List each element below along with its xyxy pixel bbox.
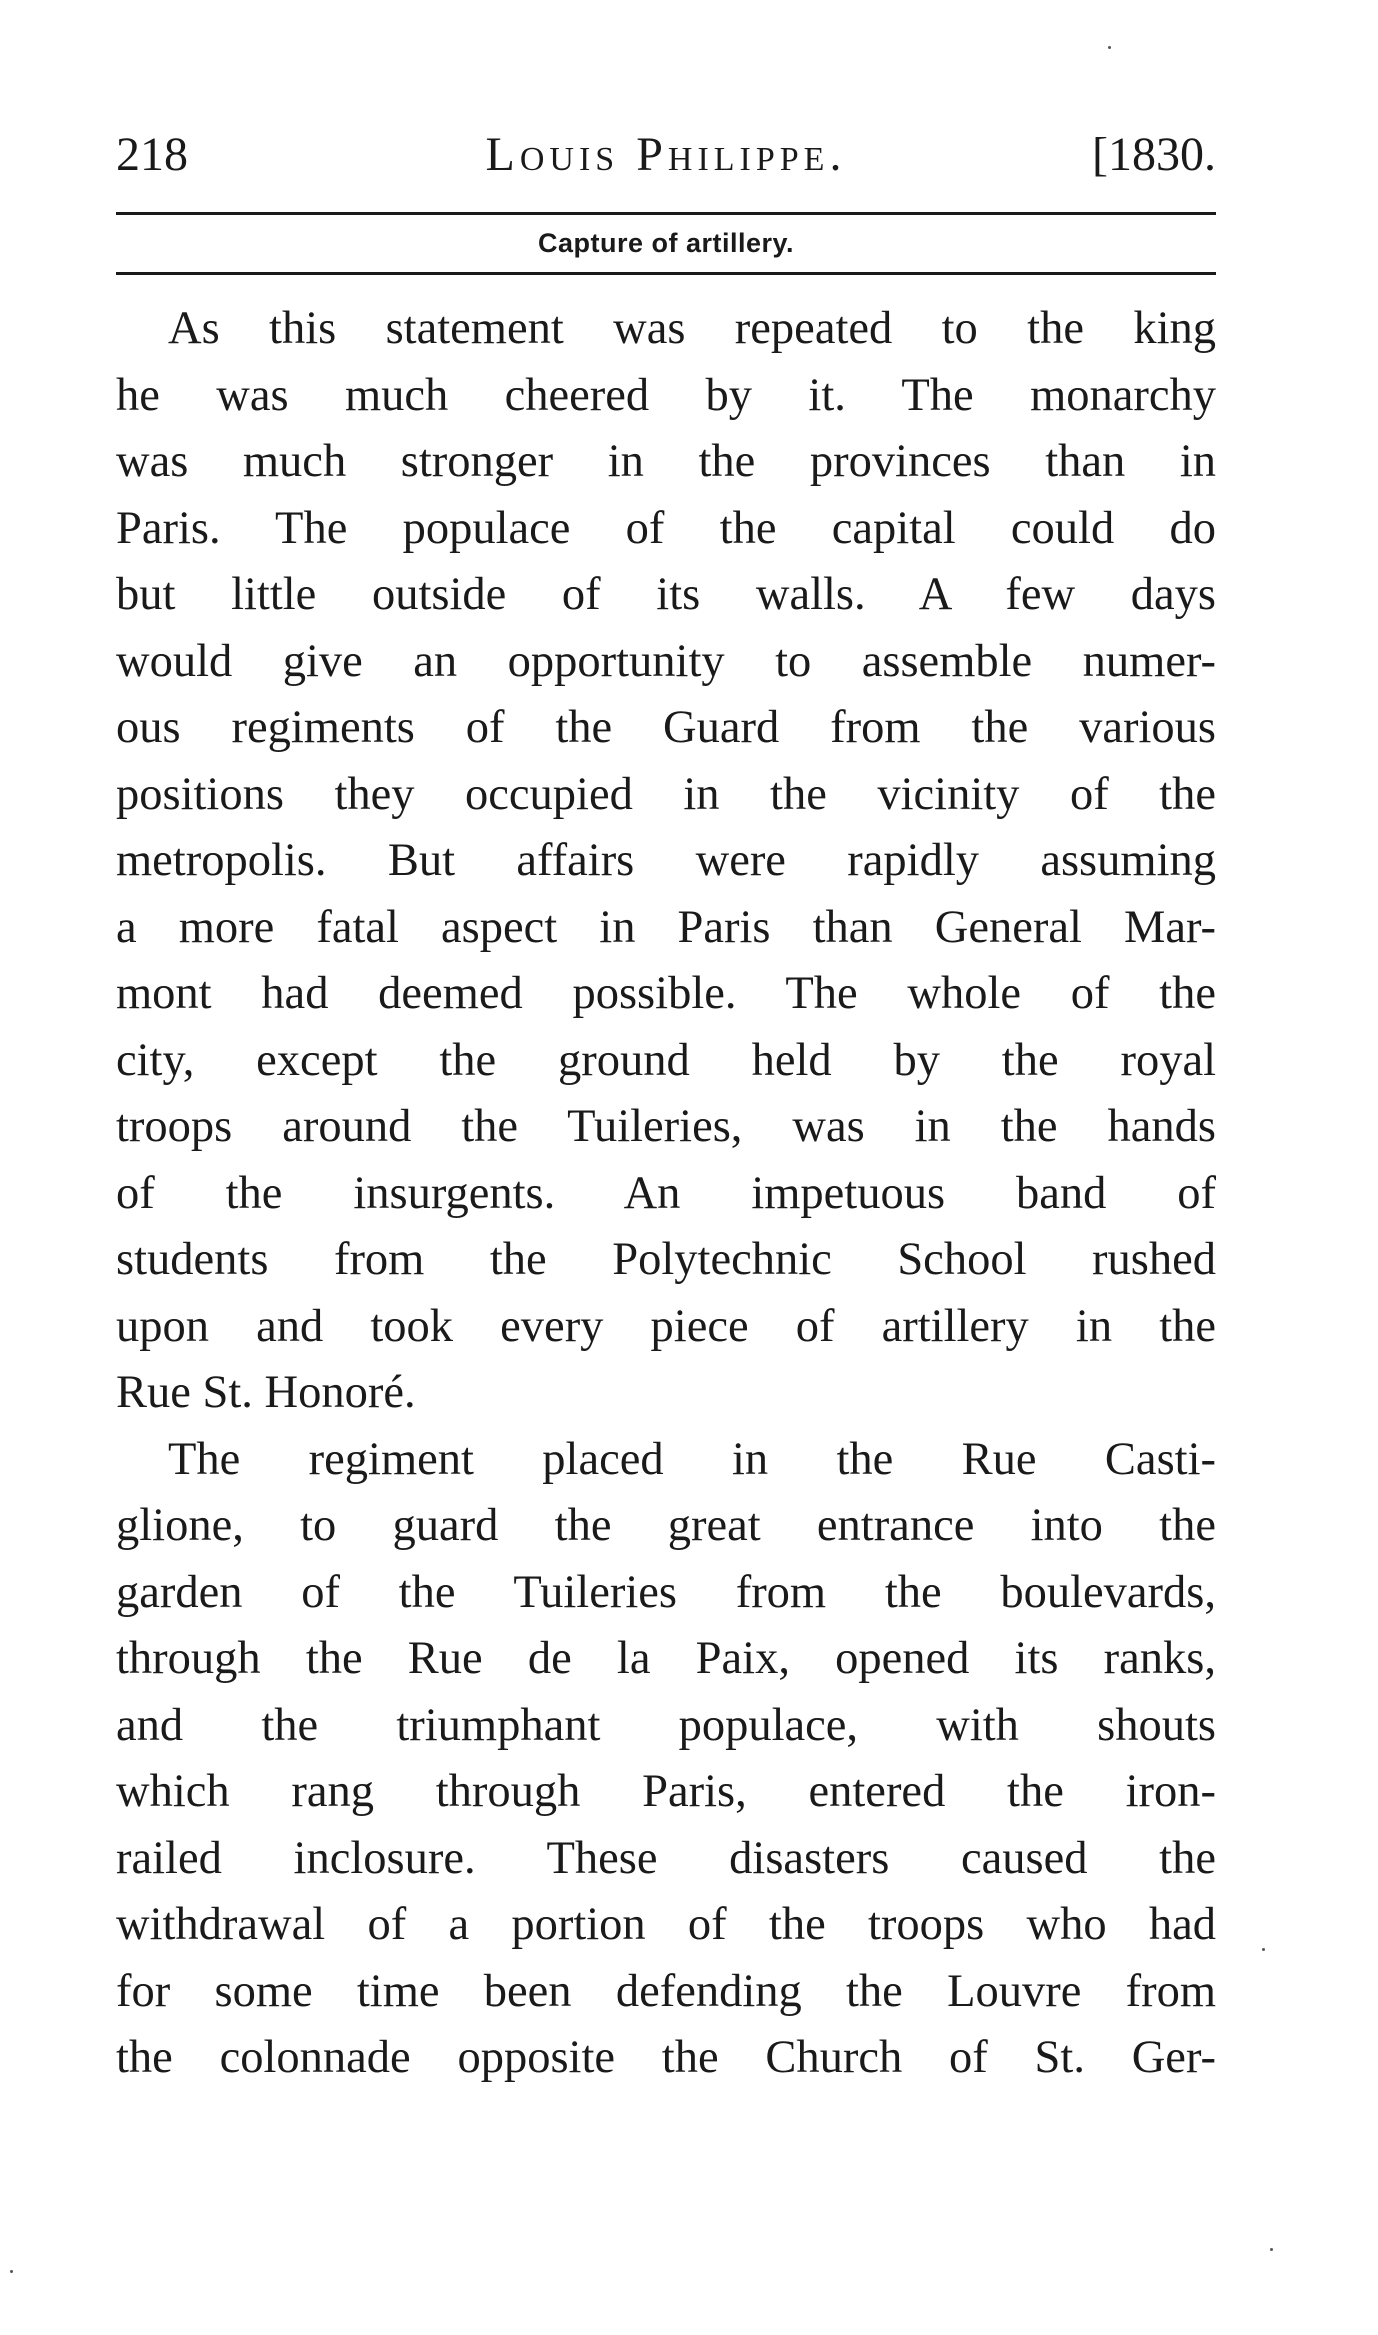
text-line: positions they occupied in the vicinity of the <box>116 768 1216 820</box>
text-line: garden of the Tuileries from the boulevards, <box>116 1566 1216 1618</box>
running-head <box>116 120 1216 190</box>
text-line: The regiment placed in the Rue Casti- <box>168 1433 1216 1485</box>
text-line: a more fatal aspect in Paris than General Mar- <box>116 901 1216 953</box>
body-text <box>116 296 1216 2092</box>
paragraph-2 <box>116 1427 1216 2092</box>
header-rule-top <box>116 212 1216 215</box>
side-heading: Capture of artillery. <box>537 228 795 258</box>
text-line: of the insurgents. An impetuous band of <box>116 1167 1216 1219</box>
text-line: metropolis. But affairs were rapidly assuming <box>116 835 1216 886</box>
year-marker: [1830. <box>1092 128 1216 181</box>
paragraph-1 <box>116 296 1216 1427</box>
text-line: withdrawal of a portion of the troops who had <box>116 1899 1216 1950</box>
text-line: As this statement was repeated to the king <box>168 303 1216 354</box>
text-line: but little outside of its walls. A few days <box>116 569 1216 620</box>
text-line: the colonnade opposite the Church of St. Ger- <box>116 2032 1216 2083</box>
text-line: which rang through Paris, entered the iron- <box>116 1766 1216 1817</box>
text-line: would give an opportunity to assemble numer- <box>116 635 1216 687</box>
text-line: for some time been defending the Louvre from <box>116 1965 1216 2017</box>
paper-speck <box>10 2270 13 2273</box>
text-line: upon and took every piece of artillery in the <box>116 1300 1216 1352</box>
paper-speck <box>1270 2248 1273 2251</box>
paper-speck <box>1108 46 1111 49</box>
text-line: mont had deemed possible. The whole of the <box>116 968 1216 1019</box>
book-title: Louis Philippe. <box>485 128 847 181</box>
text-line: troops around the Tuileries, was in the hands <box>116 1101 1216 1152</box>
text-line: city, except the ground held by the royal <box>116 1034 1216 1086</box>
text-line: he was much cheered by it. The monarchy <box>116 369 1216 421</box>
text-line: was much stronger in the provinces than in <box>116 436 1216 487</box>
text-line: railed inclosure. These disasters caused the <box>116 1832 1216 1884</box>
page-number: 218 <box>116 128 188 181</box>
text-line: through the Rue de la Paix, opened its ranks, <box>116 1633 1216 1684</box>
text-line: students from the Polytechnic School rushed <box>116 1234 1216 1285</box>
text-line: glione, to guard the great entrance into the <box>116 1500 1216 1551</box>
text-line: ous regiments of the Guard from the various <box>116 702 1216 753</box>
text-line: Paris. The populace of the capital could do <box>116 502 1216 554</box>
paper-speck <box>1262 1948 1265 1951</box>
text-line: and the triumphant populace, with shouts <box>116 1699 1216 1751</box>
text-line: Rue St. Honoré. <box>116 1367 416 1418</box>
header-rule-bottom <box>116 272 1216 275</box>
